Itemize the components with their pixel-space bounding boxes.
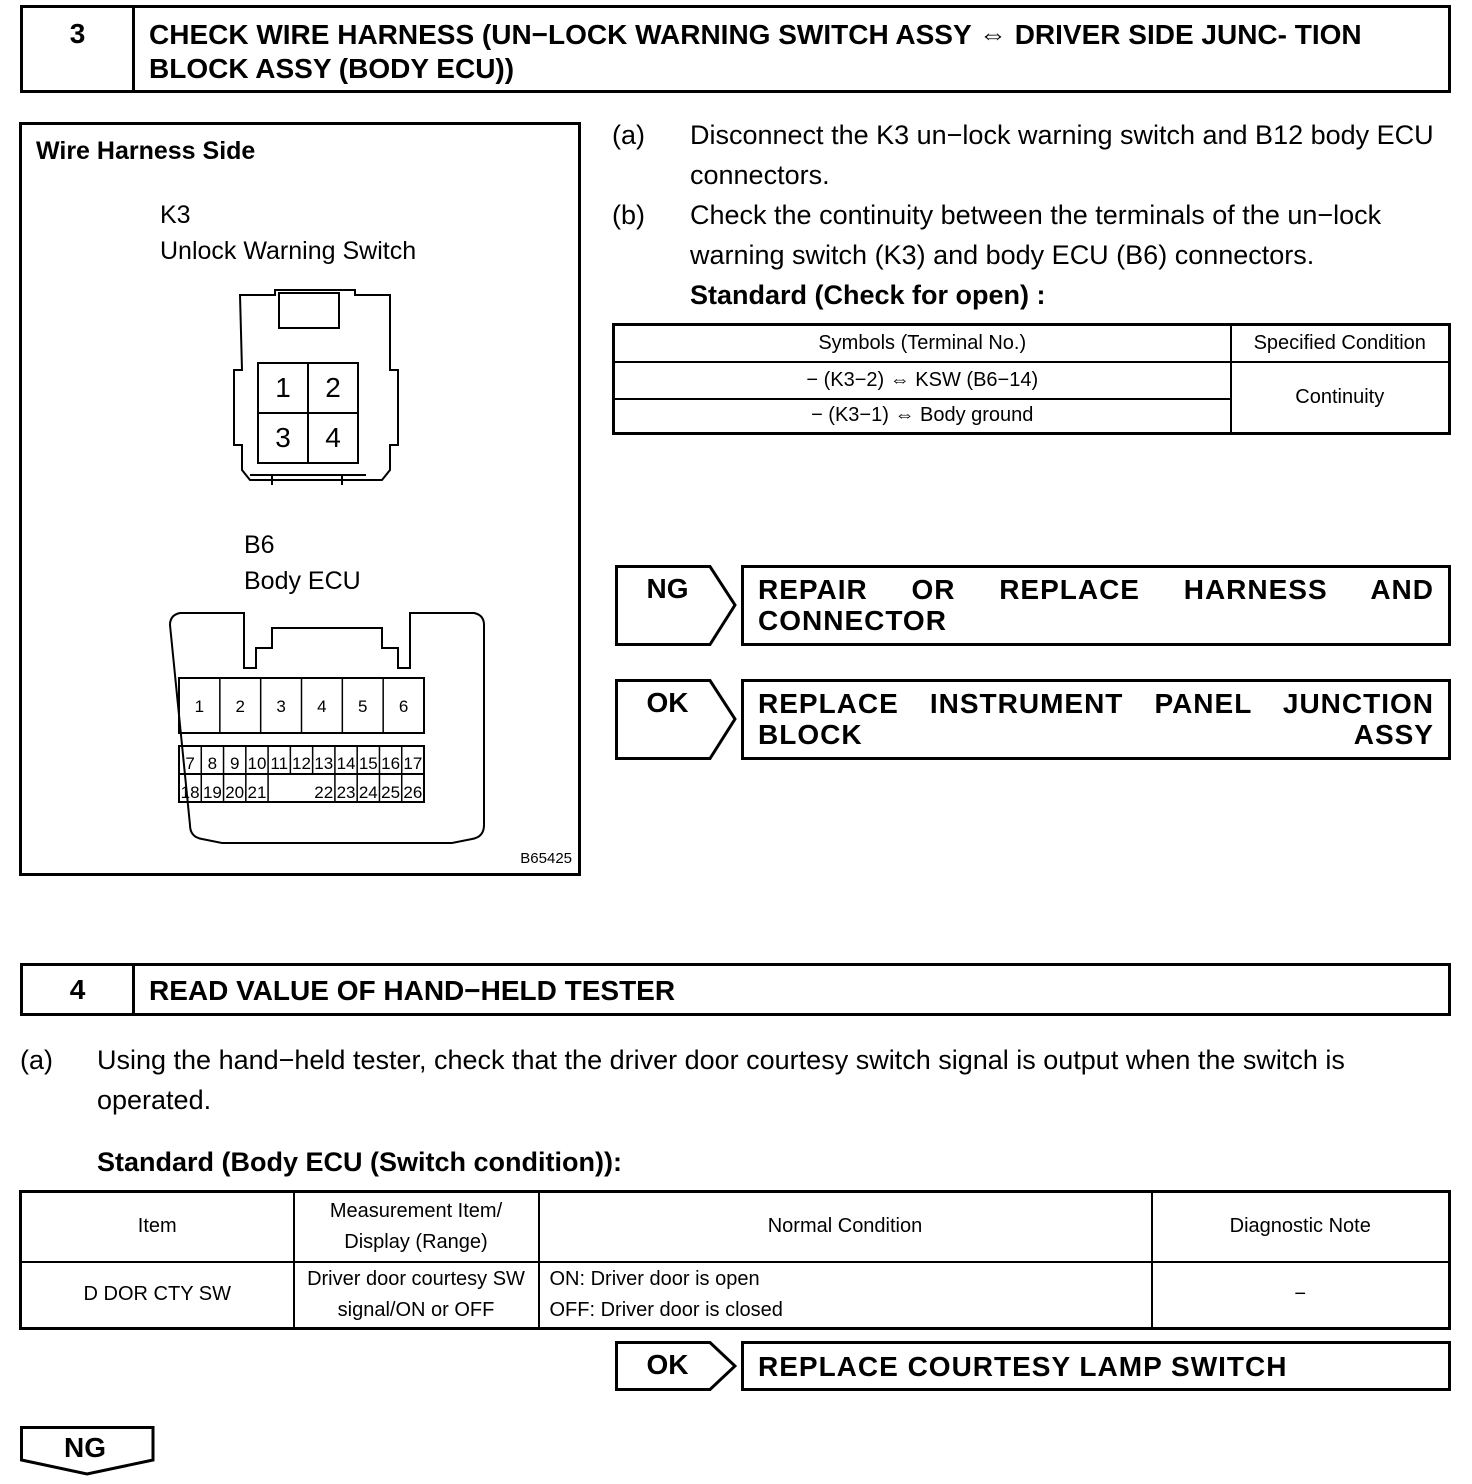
header: Specified Condition [1231,325,1450,362]
pin-number: 23 [336,783,356,802]
step-number: 4 [23,966,135,1013]
b6-code: B6 [244,531,275,559]
cell: Driver door courtesy SW signal/ON or OFF [294,1262,539,1329]
instructions [612,115,1457,315]
step-4-instruction [20,1040,1460,1120]
text: Check the continuity between the terminals of the un−lock warning switch (K3) and body ECU (B6) connectors. [690,200,1382,270]
pin-number: 16 [381,754,401,773]
ok-action: REPLACE INSTRUMENT PANEL JUNCTION BLOCK ASSY [741,679,1451,760]
pin-number: 4 [317,697,327,716]
pin-number: 3 [275,422,291,453]
pin-number: 1 [194,697,205,716]
step-title: READ VALUE OF HAND−HELD TESTER [149,975,676,1006]
b6-label [244,527,361,599]
pin-number: 7 [185,754,195,773]
pin-number: 17 [403,754,423,773]
pin-number: 25 [381,783,401,802]
tester-table [19,1190,1451,1330]
pin-number: 15 [358,754,378,773]
cond-on: ON: Driver door is open [549,1267,760,1290]
pin-number: 1 [275,372,291,403]
cell: Continuity [1231,362,1450,434]
ok-tag [615,1341,737,1391]
pin-number: 20 [225,783,245,802]
pin-number: 14 [336,754,356,773]
pin-number: 5 [358,697,368,716]
label: (a) [612,120,645,150]
b6-connector [170,613,484,843]
label: (a) [20,1045,53,1075]
header: Symbols (Terminal No.) [614,325,1231,362]
pin-number: 9 [229,754,240,773]
text: Using the hand−held tester, check that the driver door courtesy switch signal is output when the switch is operated. [97,1045,1345,1115]
cell: − (K3−1) ⇔ Body ground [614,399,1231,434]
pin-number: 2 [325,372,341,403]
header: Measurement Item/ Display (Range) [294,1192,539,1262]
instruction-b [612,195,1457,275]
pin-number: 4 [325,422,341,453]
pin-number: 21 [247,783,267,802]
b6-name: Body ECU [244,567,361,595]
text: Disconnect the K3 un−lock warning switch and B12 body ECU connectors. [690,120,1434,190]
pin-number: 19 [202,783,222,802]
pin-number: 8 [207,754,218,773]
ng-action: REPAIR OR REPLACE HARNESS AND CONNECTOR [741,565,1451,646]
header: Normal Condition [539,1192,1152,1262]
diagram-heading: Wire Harness Side [36,137,256,165]
step-title: CHECK WIRE HARNESS (UN−LOCK WARNING SWITCH ASSY ⇔ DRIVER SIDE JUNC- TION BLOCK ASSY (BODY ECU)) [149,19,1362,84]
pin-number: 18 [180,783,200,802]
cell: − [1152,1262,1450,1329]
pin-number: 24 [358,783,378,802]
header: Item [21,1192,294,1262]
step-4-header [20,963,1451,1016]
tag-label: NG [646,573,689,604]
label: (b) [612,200,645,230]
connector-diagram [19,122,581,876]
ng-tag [615,565,737,646]
step-3-header [20,5,1451,93]
k3-connector [234,290,398,485]
instruction-a [612,115,1457,195]
tag-label: OK [646,687,689,718]
ok-action: REPLACE COURTESY LAMP SWITCH [741,1341,1451,1391]
tag-label: NG [64,1432,106,1463]
pin-number: 13 [314,754,334,773]
cell: − (K3−2) ⇔ KSW (B6−14) [614,362,1231,399]
cell: D DOR CTY SW [21,1262,294,1329]
ng-tag [20,1426,155,1476]
pin-number: 6 [398,697,409,716]
pin-number: 11 [270,754,289,773]
connector-drawings [22,125,578,873]
k3-code: K3 [160,201,191,229]
standard-label: Standard (Check for open) : [690,280,1046,310]
standard-label: Standard (Body ECU (Switch condition)): [97,1147,622,1177]
figure-id: B65425 [520,850,572,867]
pin-number: 10 [247,754,267,773]
cond-off: OFF: Driver door is closed [549,1298,783,1321]
pin-number: 3 [276,697,286,716]
pin-number: 2 [235,697,245,716]
pin-number: 22 [314,783,334,802]
pin-number: 26 [403,783,423,802]
ok-tag [615,679,737,760]
pin-number: 12 [292,754,311,773]
header: Diagnostic Note [1152,1192,1450,1262]
cell [539,1262,1152,1329]
tag-label: OK [646,1349,689,1380]
continuity-table [612,323,1451,435]
step-number: 3 [23,8,135,90]
k3-name: Unlock Warning Switch [160,237,417,265]
